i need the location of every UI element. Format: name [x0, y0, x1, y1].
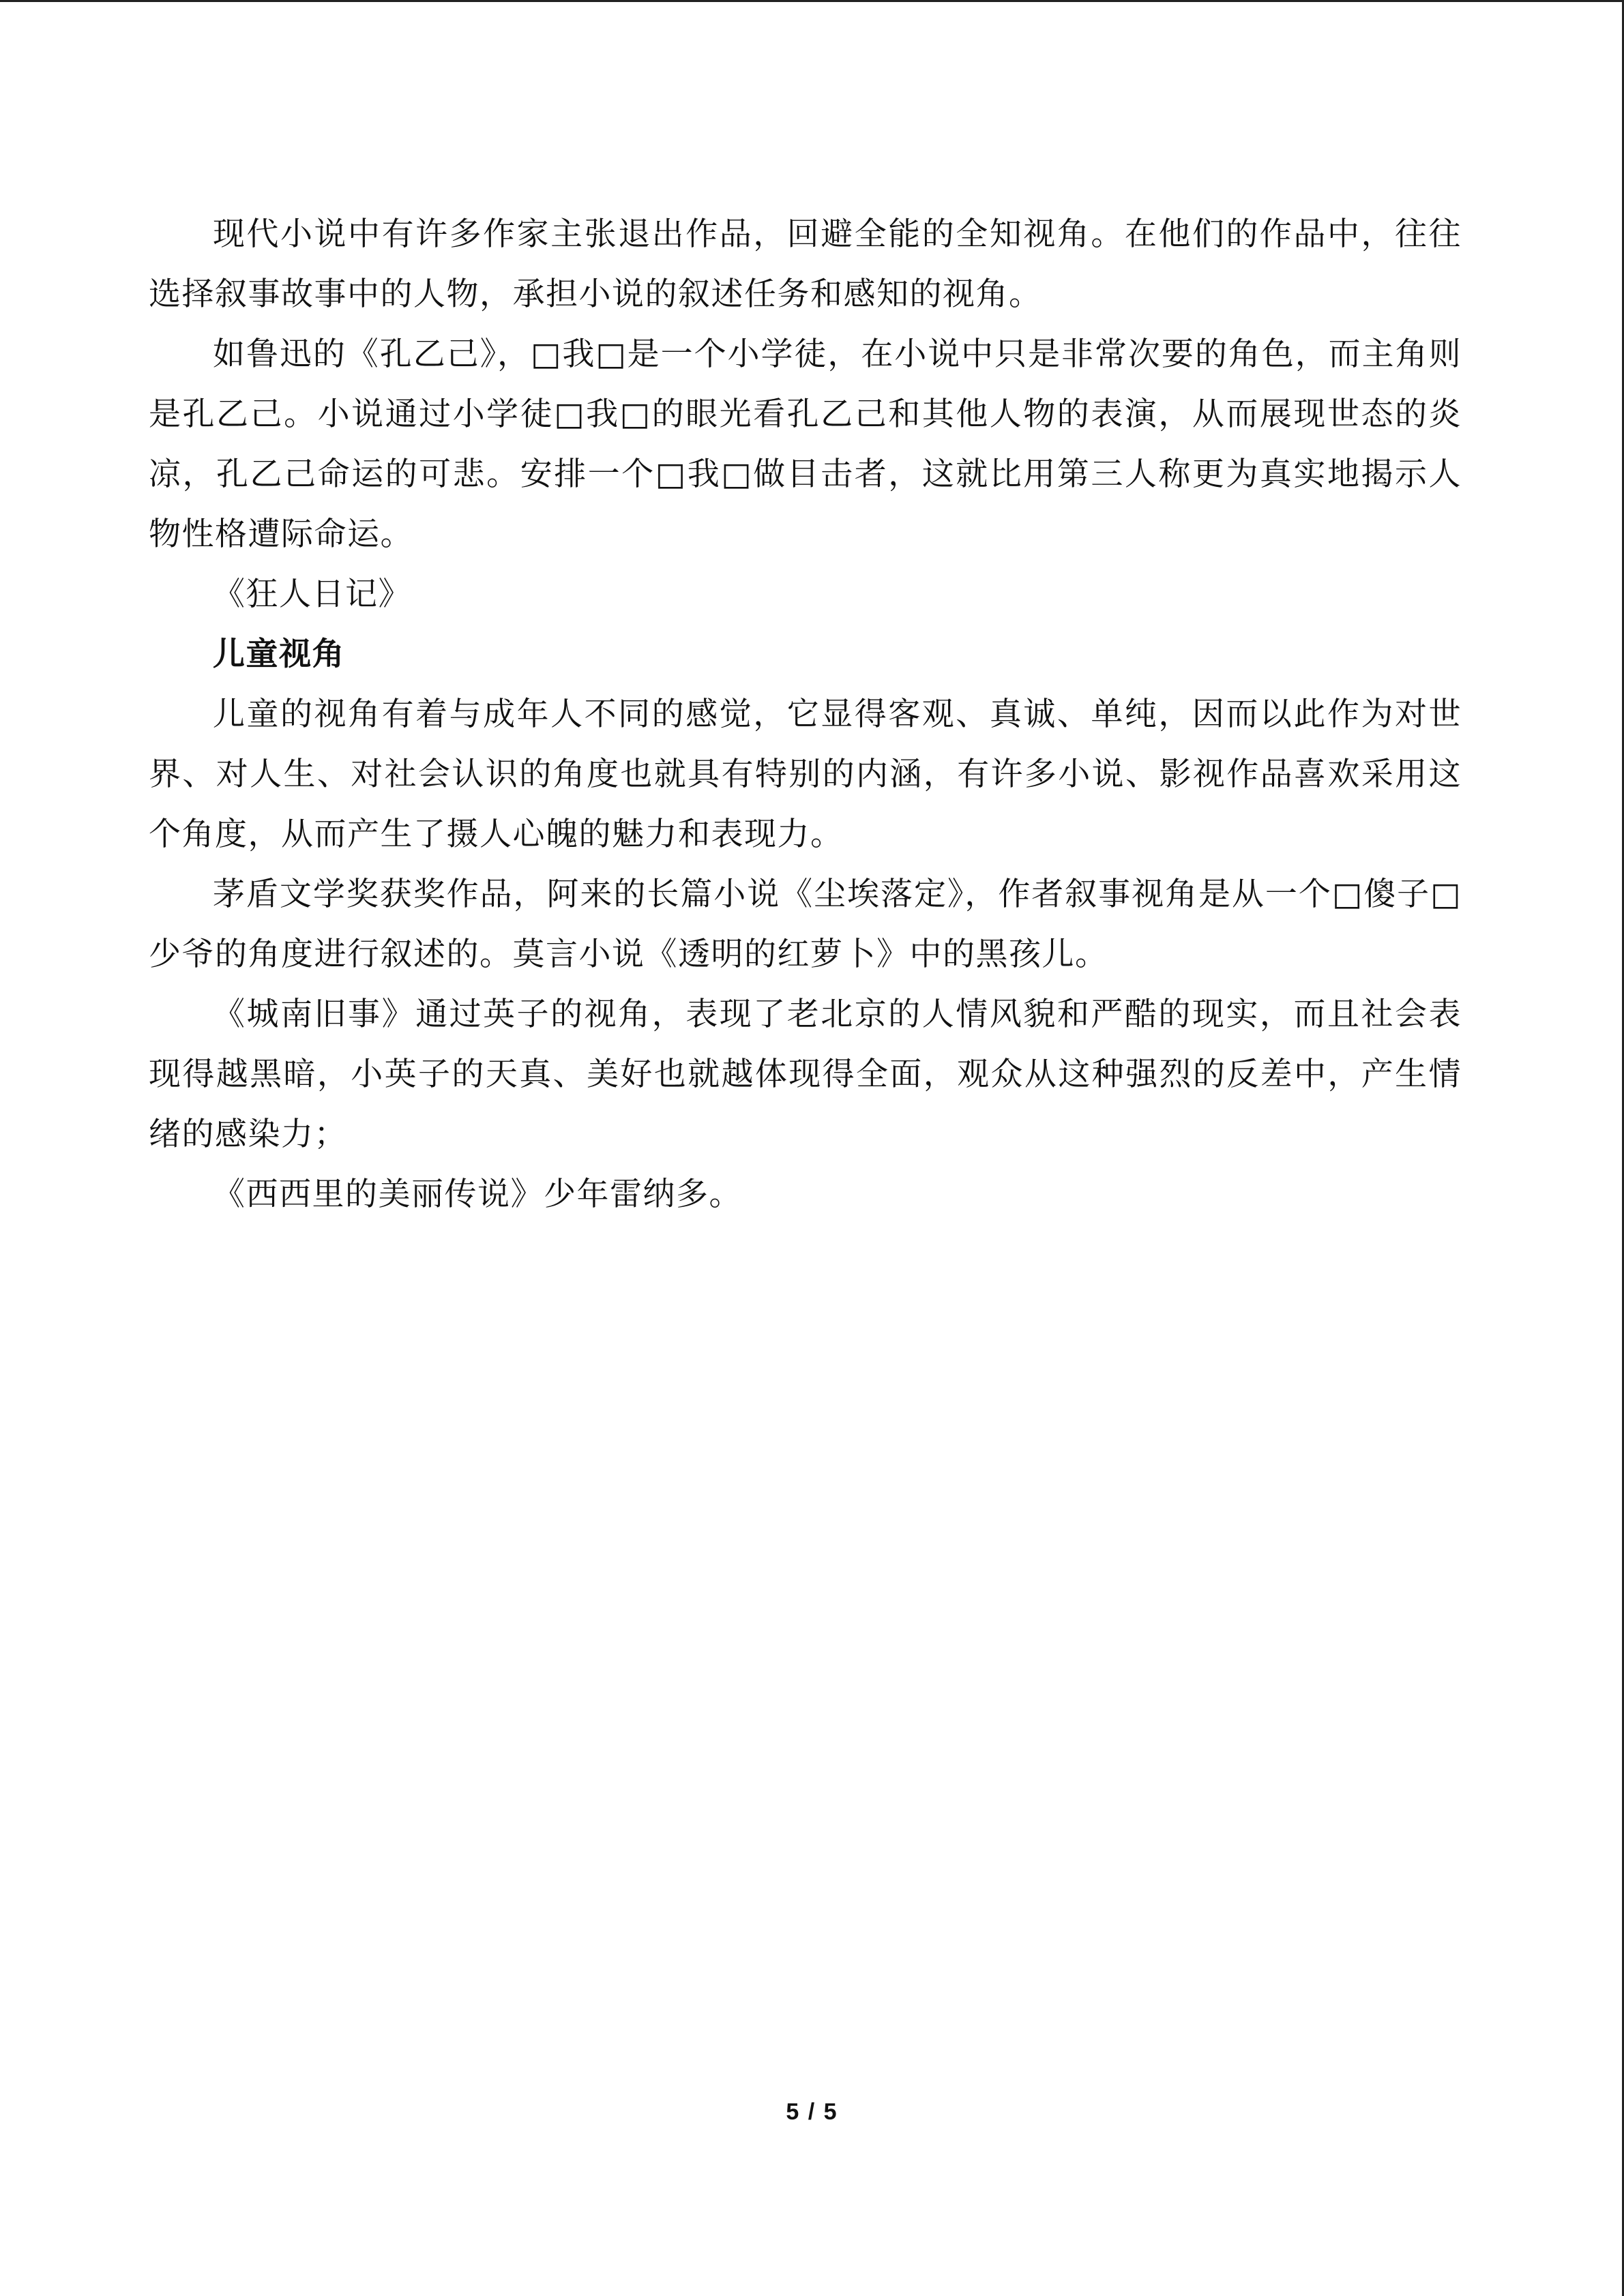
- paragraph-narrative-perspective: 现代小说中有许多作家主张退出作品，回避全能的全知视角。在他们的作品中，往往选择叙事故事中的人物，承担小说的叙述任务和感知的视角。: [149, 215, 1462, 313]
- paragraph-old-beijing: 《城南旧事》通过英子的视角，表现了老北京的人情风貌和严酷的现实，而且社会表现得越黑暗，小英子的天真、美好也就越体现得全面，观众从这种强烈的反差中，产生情绪的感染力；: [149, 996, 1462, 1153]
- paragraph-malena: 《西西里的美丽传说》少年雷纳多。: [213, 1176, 742, 1213]
- document-body: [149, 205, 1462, 1225]
- paragraph-kong-yiji: 如鲁迅的《孔乙己》，□我□是一个小学徒，在小说中只是非常次要的角色，而主角则是孔乙己。小说通过小学徒□我□的眼光看孔乙己和其他人物的表演，从而展现世态的炎凉，孔乙己命运的可悲。安排一个□我□做目击者，这就比用第三人称更为真实地揭示人物性格遭际命运。: [149, 336, 1462, 553]
- paragraph-child-perspective: 儿童的视角有着与成年人不同的感觉，它显得客观、真诚、单纯，因而以此作为对世界、对人生、对社会认识的角度也就具有特别的内涵，有许多小说、影视作品喜欢采用这个角度，从而产生了摄人心魄的魅力和表现力。: [149, 696, 1462, 853]
- section-heading-child-perspective: 儿童视角: [213, 636, 345, 673]
- paragraph-madman-diary: 《狂人日记》: [213, 576, 411, 613]
- paragraph-red-poppies: 茅盾文学奖获奖作品，阿来的长篇小说《尘埃落定》，作者叙事视角是从一个□傻子□少爷的角度进行叙述的。莫言小说《透明的红萝卜》中的黑孩儿。: [149, 876, 1462, 973]
- page-number: 5 / 5: [786, 2099, 838, 2125]
